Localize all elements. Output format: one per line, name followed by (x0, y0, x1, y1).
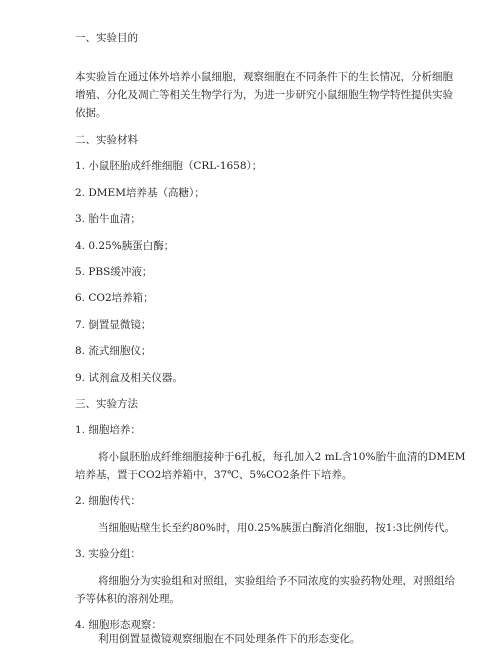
purpose-text-line-1: 本实验旨在通过体外培养小鼠细胞，观察细胞在不同条件下的生长情况，分析细胞 (75, 71, 453, 83)
materials-item: 6. CO2培养箱； (75, 292, 154, 304)
purpose-text-line-3: 依据。 (75, 107, 107, 119)
method-item-title-grouping: 3. 实验分组： (75, 548, 141, 560)
method-item-text-grouping-line-1: 将细胞分为实验组和对照组，实验组给予不同浓度的实验药物处理，对照组给 (98, 575, 455, 587)
materials-item: 8. 流式细胞仪； (75, 345, 152, 357)
method-item-title-culture: 1. 细胞培养： (75, 424, 141, 436)
materials-item: 1. 小鼠胚胎成纤维细胞（CRL-1658）； (75, 160, 263, 172)
materials-item: 5. PBS缓冲液； (75, 266, 153, 278)
method-item-text-culture-line-1: 将小鼠胚胎成纤维细胞接种于6孔板，每孔加入2 mL含10%胎牛血清的DMEM (98, 451, 466, 463)
section-heading-materials: 二、实验材料 (75, 134, 138, 146)
materials-item: 9. 试剂盒及相关仪器。 (75, 372, 183, 384)
method-item-text-culture-line-2: 培养基，置于CO2培养箱中，37℃、5%CO2条件下培养。 (75, 469, 353, 481)
method-item-text-passage: 当细胞贴壁生长至约80%时，用0.25%胰蛋白酶消化细胞，按1:3比例传代。 (98, 522, 456, 534)
method-item-title-morphology: 4. 细胞形态观察： (75, 619, 162, 631)
method-item-text-morphology: 利用倒置显微镜观察细胞在不同处理条件下的形态变化。 (98, 633, 361, 645)
materials-item: 2. DMEM培养基（高糖）； (75, 187, 205, 199)
purpose-text-line-2: 增殖、分化及凋亡等相关生物学行为，为进一步研究小鼠细胞生物学特性提供实验 (75, 89, 453, 101)
method-item-text-grouping-line-2: 予等体积的溶剂处理。 (75, 593, 180, 605)
method-item-title-passage: 2. 细胞传代： (75, 495, 141, 507)
section-heading-methods: 三、实验方法 (75, 398, 138, 410)
materials-item: 4. 0.25%胰蛋白酶； (75, 240, 175, 252)
materials-item: 3. 胎牛血清； (75, 213, 141, 225)
materials-item: 7. 倒置显微镜； (75, 319, 152, 331)
section-heading-purpose: 一、实验目的 (75, 32, 138, 44)
